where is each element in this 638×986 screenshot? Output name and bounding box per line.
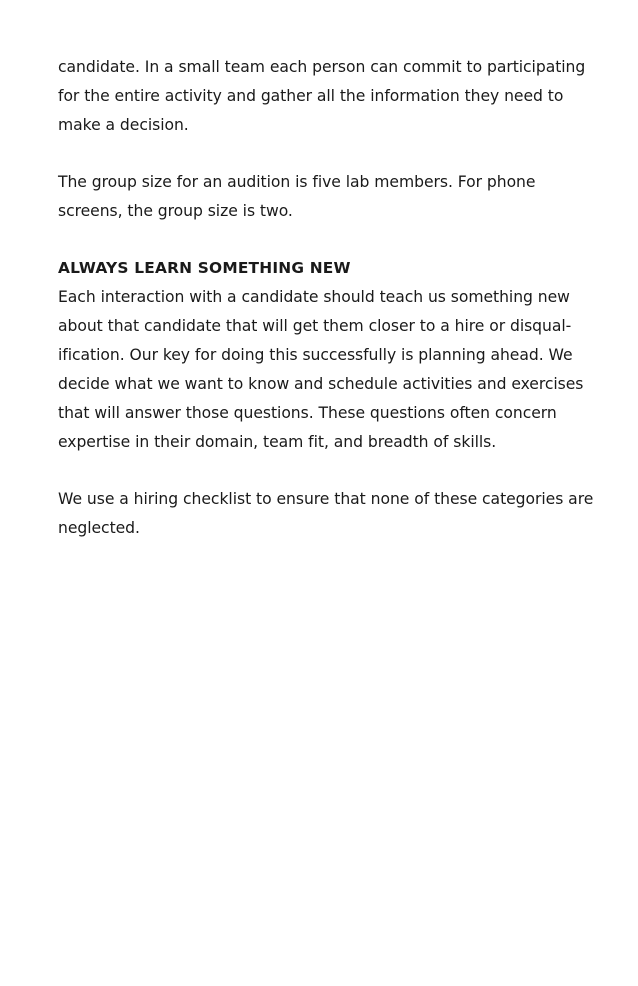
section-always-learn — [58, 254, 588, 457]
text-line: that will answer those questions. These questions often concern — [58, 404, 557, 422]
paragraph-spacer — [58, 226, 588, 254]
text-line: We use a hiring checklist to ensure that none of these categories are — [58, 490, 594, 508]
text-line: Each interaction with a candidate should teach us something new — [58, 288, 570, 306]
text-line: ification. Our key for doing this successfully is planning ahead. We — [58, 346, 573, 364]
text-line: The group size for an audition is five lab members. For phone — [58, 173, 536, 191]
text-line: neglected. — [58, 519, 140, 537]
paragraph-spacer — [58, 457, 588, 485]
section-heading: ALWAYS LEARN SOMETHING NEW — [58, 259, 351, 277]
text-line: make a decision. — [58, 116, 189, 134]
paragraph-2 — [58, 168, 588, 226]
paragraph-spacer — [58, 140, 588, 168]
paragraph-4 — [58, 485, 594, 543]
text-line: decide what we want to know and schedule activities and exercises — [58, 375, 584, 393]
paragraph-1 — [58, 53, 588, 140]
text-line: for the entire activity and gather all the information they need to — [58, 87, 564, 105]
text-line: about that candidate that will get them closer to a hire or disqual- — [58, 317, 572, 335]
text-line: expertise in their domain, team fit, and breadth of skills. — [58, 433, 497, 451]
text-line: screens, the group size is two. — [58, 202, 293, 220]
text-line: candidate. In a small team each person can commit to participating — [58, 58, 586, 76]
document-page — [58, 53, 594, 543]
